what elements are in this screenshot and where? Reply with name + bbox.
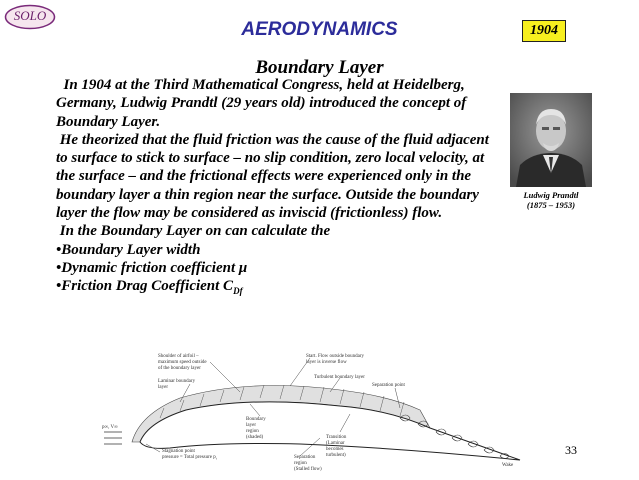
prandtl-portrait	[510, 93, 592, 187]
paragraph-intro	[56, 76, 496, 131]
portrait-caption-dates: (1875 – 1953)	[526, 200, 576, 210]
year-badge: 1904	[522, 20, 566, 42]
label-separation-region: Separation region (Stalled flow)	[294, 455, 322, 472]
label-shoulder: Shoulder of airfoil – maximum speed outside of the boundary layer	[158, 354, 207, 371]
paragraph-theory-text: He theorized that the fluid friction was the cause of the fluid adjacent to surface to stick to surface – no slip condition, zero local velocity, at the surface – and the frictional effects were experienced only in the boundary layer a thin region near the surface. Outside the boundary layer the flow may be considered as inviscid (frictionless) flow.	[56, 131, 489, 222]
label-stagnation-sub: t	[215, 456, 217, 461]
label-start: Start. Flow outside boundary layer is inverse flow	[306, 354, 365, 365]
portrait-caption-name: Ludwig Prandtl	[523, 190, 579, 200]
slide-body-text	[56, 76, 496, 301]
label-separation: Separation point	[372, 383, 405, 388]
freestream-arrows	[104, 432, 122, 444]
solo-logo-text: SOLO	[13, 8, 47, 23]
boundary-layer-diagram	[100, 348, 540, 476]
page-number: 33	[565, 443, 577, 457]
paragraph-intro-text: In 1904 at the Third Mathematical Congress, held at Heidelberg, Germany, Ludwig Prandtl (29 years old) introduced the concept of Boundary Layer.	[56, 77, 467, 130]
paragraph-calculate	[56, 222, 496, 240]
paragraph-theory	[56, 131, 496, 222]
label-transition: Transition (Laminar becomes turbulent)	[326, 435, 347, 458]
bullet-friction-drag-text: •Friction Drag Coefficient C	[56, 278, 234, 295]
portrait-caption	[496, 190, 606, 210]
paragraph-calculate-text: In the Boundary Layer on can calculate the	[59, 223, 331, 240]
label-boundary-region: Boundary layer region (shaded)	[246, 417, 266, 440]
slide-subtitle: Boundary Layer	[255, 57, 384, 78]
bullet-friction-drag-subscript: Df	[233, 286, 243, 297]
freestream-label: p∞, V∞	[102, 425, 118, 430]
label-wake: Wake	[502, 463, 514, 468]
prandtl-portrait-drawing	[510, 93, 592, 187]
bullet-friction-drag	[56, 277, 496, 300]
bullet-boundary-layer-width: •Boundary Layer width	[56, 241, 201, 258]
label-stagnation: Stagnation point pressure = Total pressure $p_t$	[162, 449, 217, 461]
label-laminar-layer: Laminar boundary layer	[158, 379, 196, 390]
bullet-dynamic-friction: •Dynamic friction coefficient μ	[56, 259, 248, 276]
slide-header-title: AERODYNAMICS	[241, 19, 398, 40]
label-turbulent-layer: Turbulent boundary layer	[314, 375, 365, 380]
